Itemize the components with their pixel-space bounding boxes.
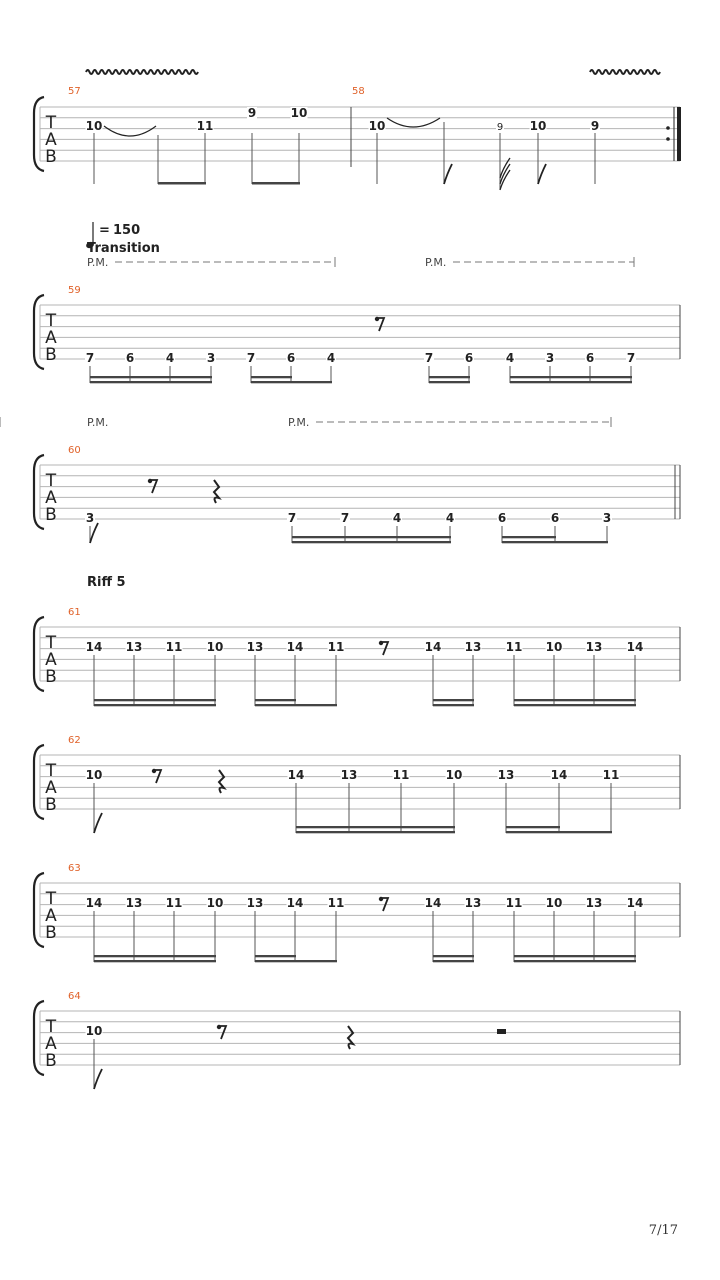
system-brace: [34, 873, 44, 947]
fret-number: 7: [626, 351, 636, 365]
fret-number: 13: [585, 640, 603, 654]
fret-number: 14: [550, 768, 568, 782]
tab-letter-b: B: [45, 795, 57, 815]
repeat-dot: [666, 137, 670, 141]
note-beam: [94, 955, 216, 957]
note-beam: [433, 955, 474, 957]
note-beam: [255, 955, 296, 957]
tab-letter-t: T: [45, 761, 57, 781]
note-beam: [502, 541, 608, 543]
bar-number: 62: [68, 735, 81, 746]
bar-number: 63: [68, 863, 81, 874]
fret-number: 13: [585, 896, 603, 910]
palm-mute-label: P.M.: [87, 256, 109, 269]
fret-number: 13: [464, 896, 482, 910]
fret-number: 10: [85, 768, 103, 782]
note-beam: [433, 699, 474, 701]
fret-number: 3: [206, 351, 216, 365]
vibrato-squiggle: [590, 70, 660, 74]
tab-letter-t: T: [45, 471, 57, 491]
fret-number: 14: [287, 768, 305, 782]
fret-number: 11: [602, 768, 620, 782]
fret-number: 10: [545, 640, 563, 654]
fret-number: 11: [327, 896, 345, 910]
bar-number: 60: [68, 445, 81, 456]
fret-number: 9: [247, 106, 257, 120]
bar-number: 59: [68, 285, 81, 296]
note-beam: [510, 376, 632, 378]
system-brace: [34, 97, 44, 171]
palm-mute-label: P.M.: [288, 416, 310, 429]
note-beam: [429, 376, 470, 378]
page-number: 7/17: [648, 1223, 678, 1238]
palm-mute-label: P.M.: [425, 256, 447, 269]
fret-number: 14: [286, 640, 304, 654]
tab-letter-a: A: [45, 488, 57, 508]
quarter-rest: [219, 770, 224, 793]
fret-number: 4: [165, 351, 175, 365]
note-beam: [251, 381, 332, 383]
fret-number: 13: [497, 768, 515, 782]
fret-number: 3: [602, 511, 612, 525]
note-beam: [433, 960, 474, 962]
fret-number: 4: [505, 351, 515, 365]
fret-number: 10: [206, 640, 224, 654]
note-beam: [506, 831, 612, 833]
note-beam: [94, 699, 216, 701]
bar-number: 58: [352, 86, 365, 97]
note-beam: [94, 960, 216, 962]
tab-letter-b: B: [45, 667, 57, 687]
tie-arc: [104, 126, 156, 136]
fret-number: 11: [327, 640, 345, 654]
fret-number: 7: [287, 511, 297, 525]
tab-letter-b: B: [45, 147, 57, 167]
note-beam: [296, 831, 455, 833]
fret-number: 9: [496, 122, 504, 133]
fret-number: 11: [505, 640, 523, 654]
fret-number: 10: [206, 896, 224, 910]
fret-number: 7: [85, 351, 95, 365]
note-flag: [90, 523, 98, 543]
quarter-rest: [214, 480, 219, 503]
fret-number: 14: [286, 896, 304, 910]
note-flag: [444, 164, 452, 184]
eighth-rest-dot: [217, 1025, 221, 1029]
note-flag: [94, 813, 102, 833]
fret-number: 11: [196, 119, 214, 133]
fret-number: 10: [85, 1024, 103, 1038]
system-brace: [34, 455, 44, 529]
tab-letter-b: B: [45, 1051, 57, 1071]
note-beam: [292, 541, 451, 543]
note-beam: [255, 699, 296, 701]
fret-number: 10: [368, 119, 386, 133]
note-beam: [90, 381, 212, 383]
fret-number: 13: [340, 768, 358, 782]
fret-number: 7: [424, 351, 434, 365]
note-beam: [252, 182, 300, 185]
palm-mute-label: P.M.: [87, 416, 109, 429]
fret-number: 13: [125, 640, 143, 654]
section-label-riff5: Riff 5: [87, 575, 126, 590]
fret-number: 14: [424, 640, 442, 654]
section-label-transition: Transition: [87, 241, 160, 256]
note-beam: [296, 826, 455, 828]
note-beam: [506, 826, 560, 828]
eighth-rest-dot: [152, 769, 156, 773]
note-beam: [90, 376, 212, 378]
fret-number: 14: [626, 640, 644, 654]
eighth-rest-dot: [375, 317, 379, 321]
tab-letter-b: B: [45, 345, 57, 365]
fret-number: 6: [497, 511, 507, 525]
tab-letter-a: A: [45, 130, 57, 150]
system-brace: [34, 617, 44, 691]
system-brace: [34, 295, 44, 369]
fret-number: 10: [545, 896, 563, 910]
note-beam: [158, 182, 206, 185]
fret-number: 10: [290, 106, 308, 120]
fret-number: 6: [286, 351, 296, 365]
note-beam: [514, 699, 636, 701]
note-flag: [94, 1069, 102, 1089]
eighth-rest-dot: [379, 897, 383, 901]
eighth-rest-dot: [148, 479, 152, 483]
note-beam: [251, 376, 292, 378]
note-beam: [94, 704, 216, 706]
tab-letter-t: T: [45, 1017, 57, 1037]
fret-number: 3: [545, 351, 555, 365]
tab-letter-a: A: [45, 778, 57, 798]
tab-letter-b: B: [45, 923, 57, 943]
fret-number: 7: [340, 511, 350, 525]
fret-number: 6: [125, 351, 135, 365]
fret-number: 11: [165, 640, 183, 654]
fret-number: 11: [505, 896, 523, 910]
tab-letter-a: A: [45, 650, 57, 670]
fret-number: 4: [445, 511, 455, 525]
note-beam: [255, 960, 337, 962]
note-beam: [502, 536, 556, 538]
note-beam: [433, 704, 474, 706]
fret-number: 14: [85, 896, 103, 910]
bar-number: 57: [68, 86, 81, 97]
tie-arc: [387, 118, 440, 127]
tab-letter-a: A: [45, 1034, 57, 1054]
tab-letter-t: T: [45, 889, 57, 909]
fret-number: 13: [464, 640, 482, 654]
fret-number: 13: [125, 896, 143, 910]
fret-number: 14: [424, 896, 442, 910]
bar-number: 61: [68, 607, 81, 618]
tab-letter-a: A: [45, 906, 57, 926]
tempo-equals: =: [99, 223, 110, 238]
vibrato-squiggle: [86, 70, 198, 74]
bar-number: 64: [68, 991, 81, 1002]
note-beam: [514, 704, 636, 706]
fret-number: 11: [165, 896, 183, 910]
fret-number: 14: [85, 640, 103, 654]
fret-number: 10: [529, 119, 547, 133]
fret-number: 11: [392, 768, 410, 782]
note-beam: [255, 704, 337, 706]
half-rest: [497, 1029, 506, 1034]
quarter-rest: [348, 1026, 353, 1049]
tab-letter-t: T: [45, 633, 57, 653]
tab-letter-b: B: [45, 505, 57, 525]
repeat-dot: [666, 126, 670, 130]
note-beam: [292, 536, 451, 538]
fret-number: 10: [85, 119, 103, 133]
fret-number: 6: [464, 351, 474, 365]
system-brace: [34, 1001, 44, 1075]
eighth-rest-dot: [379, 641, 383, 645]
fret-number: 13: [246, 640, 264, 654]
fret-number: 14: [626, 896, 644, 910]
fret-number: 4: [326, 351, 336, 365]
tab-letter-t: T: [45, 311, 57, 331]
fret-number: 13: [246, 896, 264, 910]
note-beam: [514, 955, 636, 957]
note-beam: [429, 381, 470, 383]
note-flag: [538, 164, 546, 184]
note-beam: [510, 381, 632, 383]
fret-number: 7: [246, 351, 256, 365]
fret-number: 6: [550, 511, 560, 525]
repeat-thick-line: [677, 107, 681, 161]
fret-number: 9: [590, 119, 600, 133]
fret-number: 6: [585, 351, 595, 365]
fret-number: 3: [85, 511, 95, 525]
tempo-bpm: 150: [113, 223, 141, 238]
fret-number: 10: [445, 768, 463, 782]
system-brace: [34, 745, 44, 819]
note-beam: [514, 960, 636, 962]
tab-letter-a: A: [45, 328, 57, 348]
fret-number: 4: [392, 511, 402, 525]
tab-letter-t: T: [45, 113, 57, 133]
